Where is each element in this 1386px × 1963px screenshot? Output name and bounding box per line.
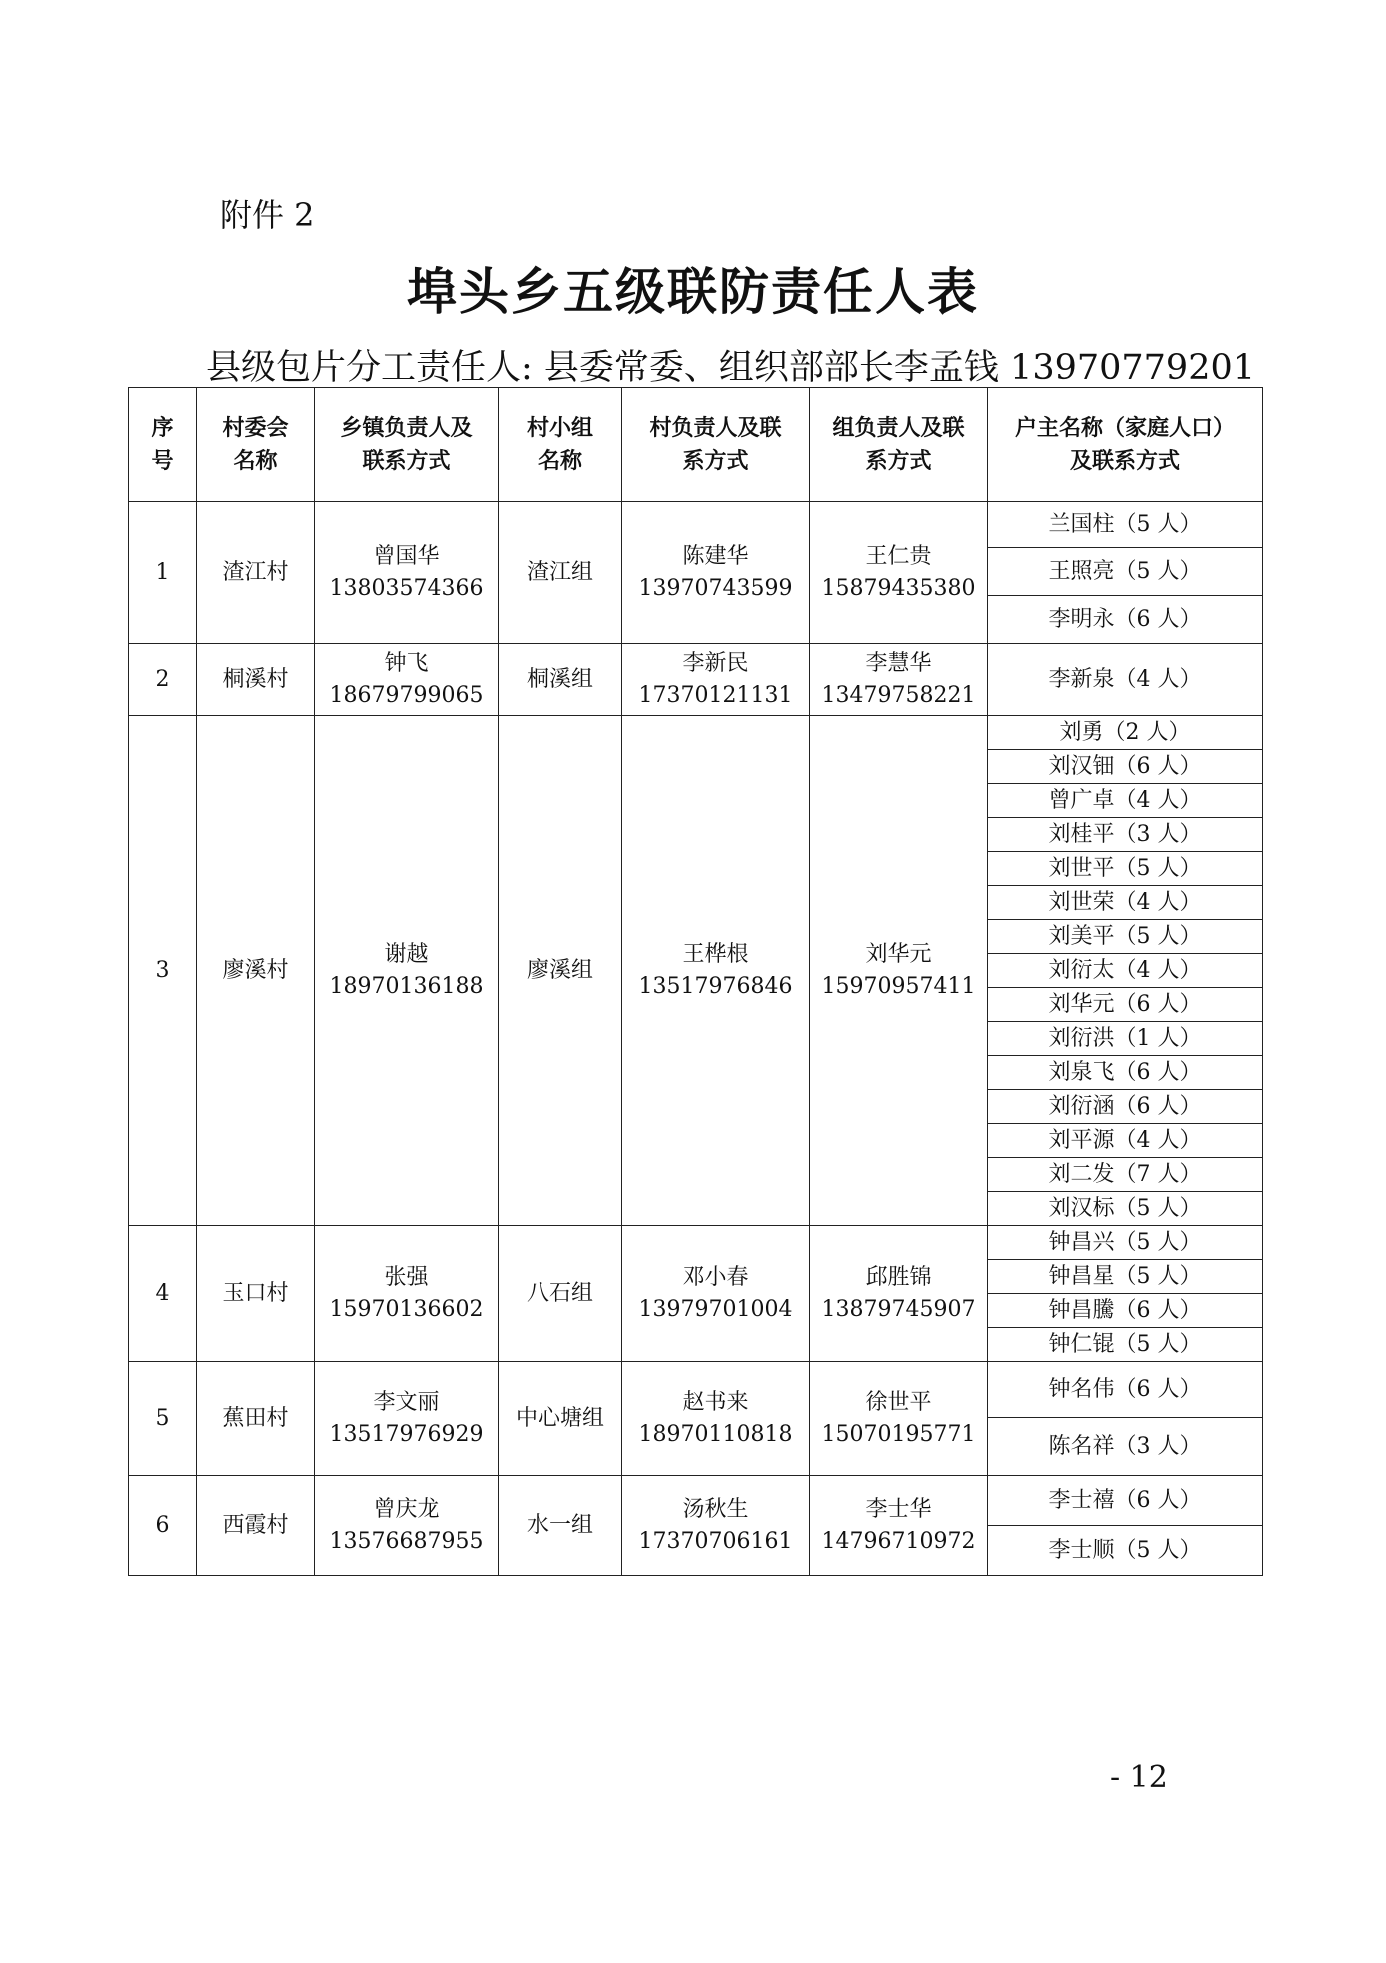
cell-group-leader: 刘华元 15970957411 bbox=[810, 716, 988, 1226]
table-row bbox=[129, 644, 1263, 716]
cell-household: 刘桂平（3 人） bbox=[988, 818, 1263, 852]
header-seq: 序 号 bbox=[129, 388, 197, 502]
cell-household: 李新泉（4 人） bbox=[988, 644, 1263, 716]
cell-household: 兰国柱（5 人） bbox=[988, 502, 1263, 548]
cell-household: 刘平源（4 人） bbox=[988, 1124, 1263, 1158]
header-village-leader: 村负责人及联 系方式 bbox=[622, 388, 810, 502]
cell-household: 钟昌騰（6 人） bbox=[988, 1294, 1263, 1328]
header-village: 村委会 名称 bbox=[197, 388, 315, 502]
cell-household: 刘汉标（5 人） bbox=[988, 1192, 1263, 1226]
cell-village-leader: 王桦根 13517976846 bbox=[622, 716, 810, 1226]
responsibility-table bbox=[128, 387, 1263, 1576]
header-group-leader: 组负责人及联 系方式 bbox=[810, 388, 988, 502]
cell-household: 刘汉钿（6 人） bbox=[988, 750, 1263, 784]
cell-village-leader: 赵书来 18970110818 bbox=[622, 1362, 810, 1476]
cell-village: 西霞村 bbox=[197, 1476, 315, 1576]
cell-town-leader: 曾庆龙 13576687955 bbox=[315, 1476, 499, 1576]
cell-household: 钟昌星（5 人） bbox=[988, 1260, 1263, 1294]
table-row bbox=[129, 1226, 1263, 1260]
cell-household: 刘世平（5 人） bbox=[988, 852, 1263, 886]
cell-group: 渣江组 bbox=[499, 502, 622, 644]
cell-group: 廖溪组 bbox=[499, 716, 622, 1226]
cell-household: 曾广卓（4 人） bbox=[988, 784, 1263, 818]
cell-village-leader: 李新民 17370121131 bbox=[622, 644, 810, 716]
cell-household: 钟名伟（6 人） bbox=[988, 1362, 1263, 1418]
cell-household: 李士顺（5 人） bbox=[988, 1526, 1263, 1576]
cell-household: 刘泉飞（6 人） bbox=[988, 1056, 1263, 1090]
cell-group-leader: 王仁贵 15879435380 bbox=[810, 502, 988, 644]
table-row bbox=[129, 502, 1263, 548]
page-number: - 12 bbox=[1110, 1760, 1168, 1795]
cell-seq: 3 bbox=[129, 716, 197, 1226]
cell-group-leader: 邱胜锦 13879745907 bbox=[810, 1226, 988, 1362]
cell-town-leader: 曾国华 13803574366 bbox=[315, 502, 499, 644]
cell-town-leader: 钟飞 18679799065 bbox=[315, 644, 499, 716]
cell-seq: 5 bbox=[129, 1362, 197, 1476]
cell-household: 刘衍涵（6 人） bbox=[988, 1090, 1263, 1124]
cell-household: 陈名祥（3 人） bbox=[988, 1418, 1263, 1476]
cell-group: 八石组 bbox=[499, 1226, 622, 1362]
cell-village: 渣江村 bbox=[197, 502, 315, 644]
attachment-label: 附件 2 bbox=[220, 196, 315, 234]
cell-group-leader: 徐世平 15070195771 bbox=[810, 1362, 988, 1476]
cell-household: 刘勇（2 人） bbox=[988, 716, 1263, 750]
table-row bbox=[129, 1476, 1263, 1526]
cell-group: 水一组 bbox=[499, 1476, 622, 1576]
cell-town-leader: 李文丽 13517976929 bbox=[315, 1362, 499, 1476]
document-subtitle: 县级包片分工责任人: 县委常委、组织部部长李孟钱 13970779201 bbox=[206, 348, 1255, 388]
table-row bbox=[129, 716, 1263, 750]
cell-seq: 4 bbox=[129, 1226, 197, 1362]
cell-village-leader: 邓小春 13979701004 bbox=[622, 1226, 810, 1362]
cell-village-leader: 陈建华 13970743599 bbox=[622, 502, 810, 644]
cell-household: 钟仁锟（5 人） bbox=[988, 1328, 1263, 1362]
header-households: 户主名称（家庭人口） 及联系方式 bbox=[988, 388, 1263, 502]
cell-village: 蕉田村 bbox=[197, 1362, 315, 1476]
cell-village: 玉口村 bbox=[197, 1226, 315, 1362]
cell-household: 李明永（6 人） bbox=[988, 596, 1263, 644]
cell-seq: 2 bbox=[129, 644, 197, 716]
cell-household: 刘世荣（4 人） bbox=[988, 886, 1263, 920]
cell-household: 王照亮（5 人） bbox=[988, 548, 1263, 596]
document-title: 埠头乡五级联防责任人表 bbox=[407, 262, 979, 321]
table-header-row bbox=[129, 388, 1263, 502]
cell-group: 中心塘组 bbox=[499, 1362, 622, 1476]
cell-seq: 1 bbox=[129, 502, 197, 644]
cell-group-leader: 李慧华 13479758221 bbox=[810, 644, 988, 716]
cell-group: 桐溪组 bbox=[499, 644, 622, 716]
cell-village-leader: 汤秋生 17370706161 bbox=[622, 1476, 810, 1576]
cell-household: 钟昌兴（5 人） bbox=[988, 1226, 1263, 1260]
cell-household: 李士禧（6 人） bbox=[988, 1476, 1263, 1526]
cell-household: 刘衍太（4 人） bbox=[988, 954, 1263, 988]
cell-seq: 6 bbox=[129, 1476, 197, 1576]
cell-village: 廖溪村 bbox=[197, 716, 315, 1226]
cell-group-leader: 李士华 14796710972 bbox=[810, 1476, 988, 1576]
cell-household: 刘二发（7 人） bbox=[988, 1158, 1263, 1192]
cell-town-leader: 谢越 18970136188 bbox=[315, 716, 499, 1226]
cell-town-leader: 张强 15970136602 bbox=[315, 1226, 499, 1362]
header-group-name: 村小组 名称 bbox=[499, 388, 622, 502]
header-town-leader: 乡镇负责人及 联系方式 bbox=[315, 388, 499, 502]
table-row bbox=[129, 1362, 1263, 1418]
cell-household: 刘华元（6 人） bbox=[988, 988, 1263, 1022]
cell-household: 刘美平（5 人） bbox=[988, 920, 1263, 954]
cell-household: 刘衍洪（1 人） bbox=[988, 1022, 1263, 1056]
cell-village: 桐溪村 bbox=[197, 644, 315, 716]
